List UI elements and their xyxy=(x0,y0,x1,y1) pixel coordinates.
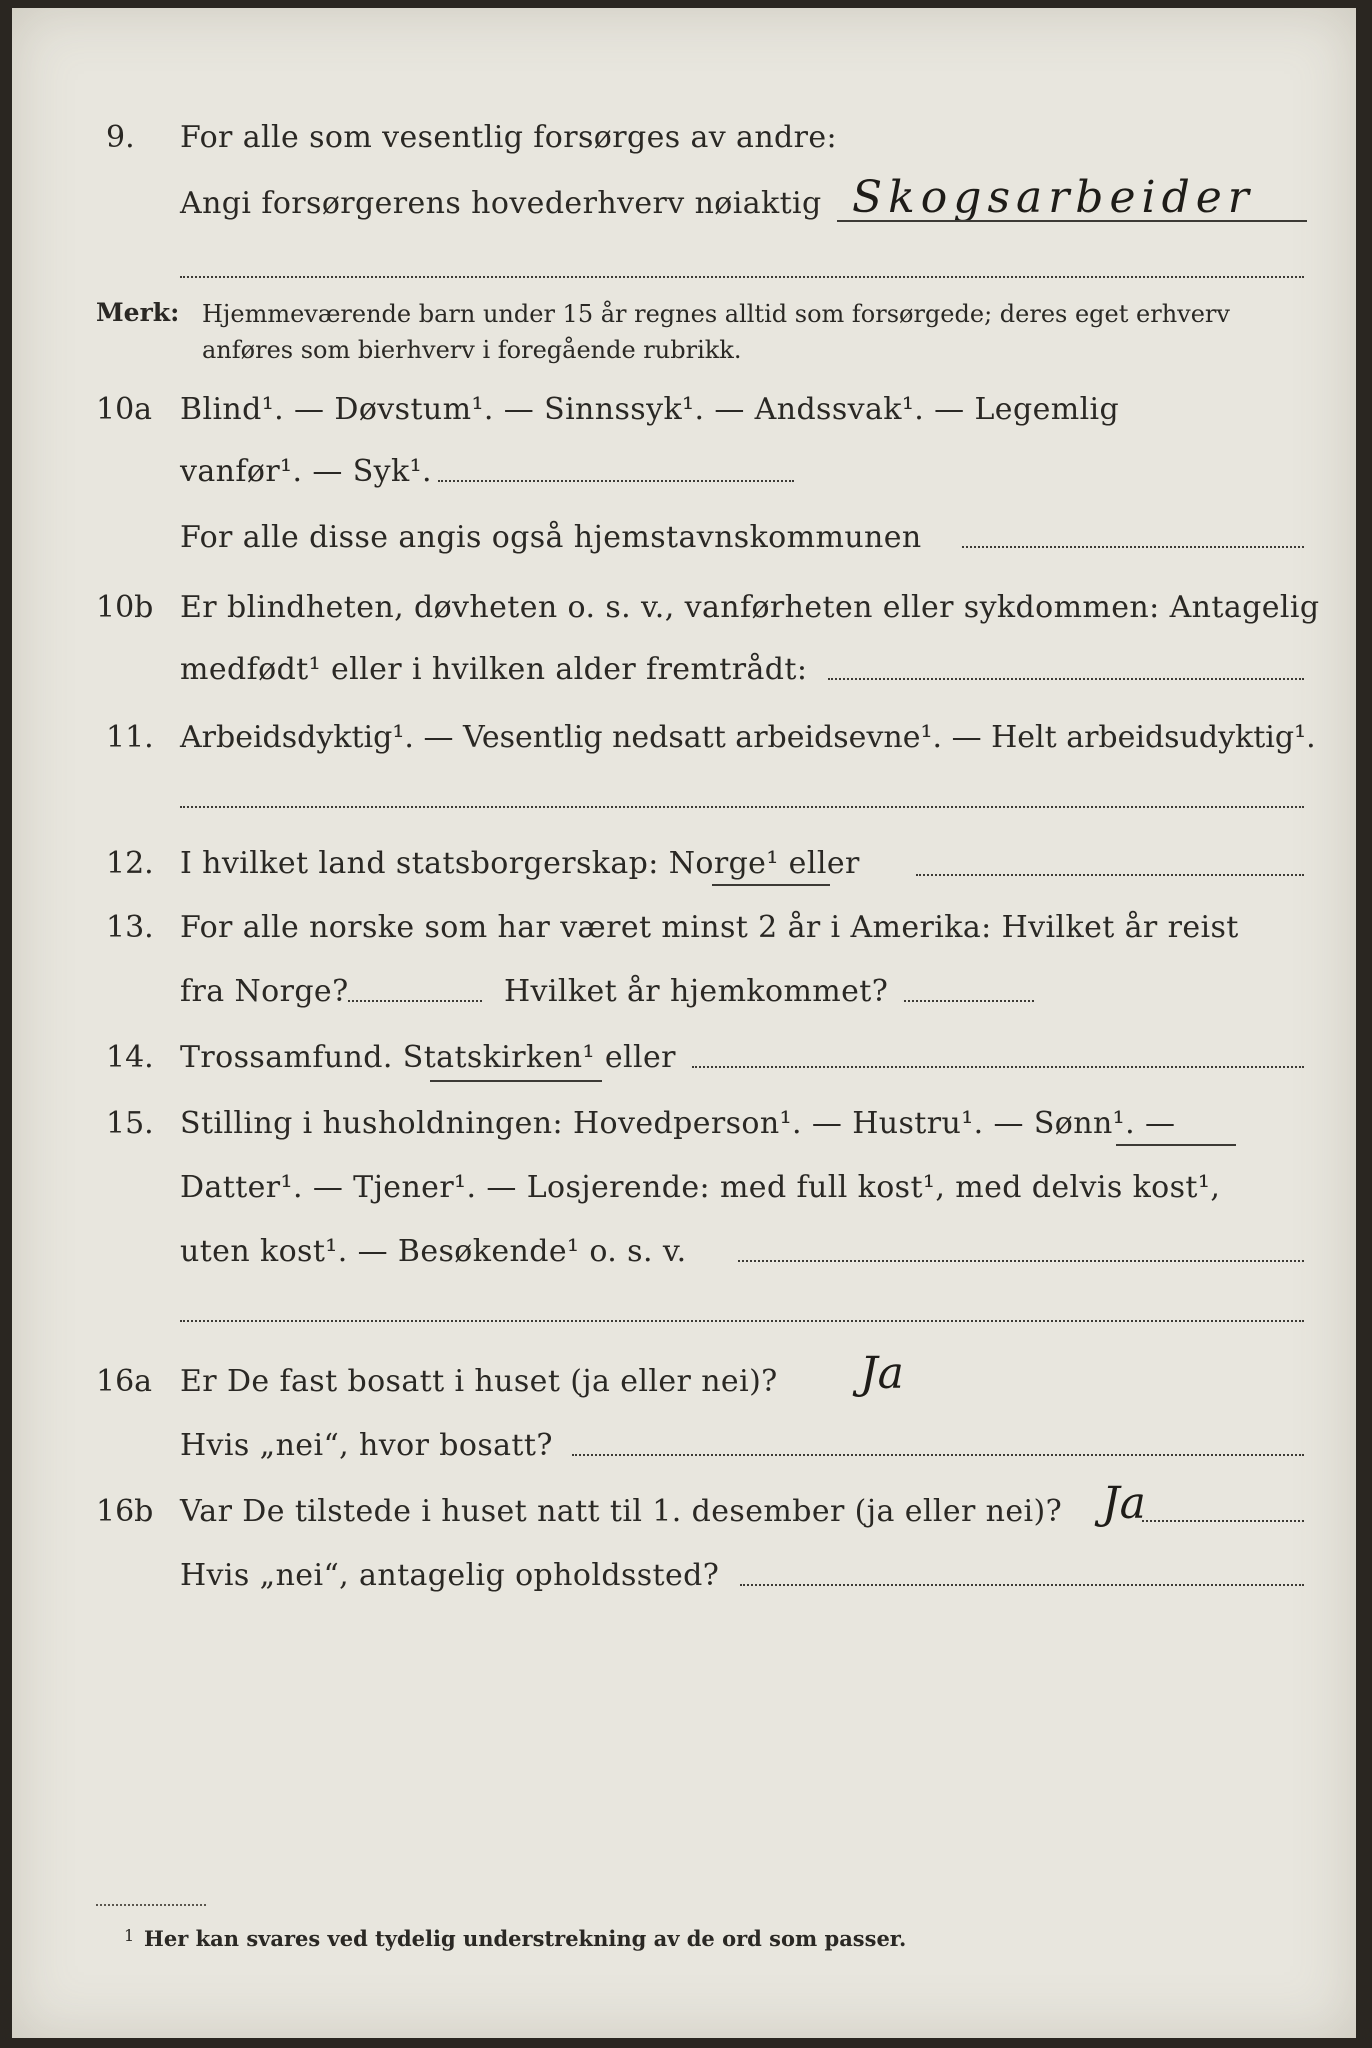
q14-answer-line[interactable] xyxy=(692,1066,1304,1068)
q12-number: 12. xyxy=(106,846,154,881)
q10a-hjemstavn-answer-line[interactable] xyxy=(962,546,1304,548)
q9-answer-handwritten[interactable]: Skogsarbeider xyxy=(852,172,1255,223)
q10b-answer-line[interactable] xyxy=(828,678,1304,680)
merk-label: Merk: xyxy=(96,298,180,327)
q15-line1: Stilling i husholdningen: Hovedperson¹. — Hustru¹. — Sønn¹. — xyxy=(180,1106,1176,1141)
footnote-text: Her kan svares ved tydelig understrekning av de ord som passer. xyxy=(144,1926,907,1951)
q11-line1: Arbeidsdyktig¹. — Vesentlig nedsatt arbeidsevne¹. — Helt arbeidsudyktig¹. xyxy=(180,720,1316,755)
q16a-number: 16a xyxy=(96,1364,153,1399)
footnote-marker: 1 xyxy=(124,1926,135,1945)
q12-answer-line[interactable] xyxy=(916,874,1304,876)
q9-number: 9. xyxy=(106,120,135,155)
q10a-number: 10a xyxy=(96,392,153,427)
q10b-number: 10b xyxy=(96,590,154,625)
q11-number: 11. xyxy=(106,720,154,755)
q16b-line1: Var De tilstede i huset natt til 1. desember (ja eller nei)? xyxy=(180,1494,1063,1529)
q15-number: 15. xyxy=(106,1106,154,1141)
merk-line2: anføres som bierhverv i foregående rubrikk. xyxy=(202,336,742,364)
q10a-syk-answer-line[interactable] xyxy=(438,480,794,482)
q14-statskirken-underline xyxy=(430,1080,602,1082)
census-form-page xyxy=(12,8,1356,2038)
q9-line2: Angi forsørgerens hovederhverv nøiaktig xyxy=(180,186,822,221)
q16b-line2: Hvis „nei“, antagelig opholdssted? xyxy=(180,1558,720,1593)
q16a-answer-handwritten[interactable]: Ja xyxy=(860,1348,904,1399)
q15-line3: uten kost¹. — Besøkende¹ o. s. v. xyxy=(180,1234,687,1269)
q10b-line1: Er blindheten, døvheten o. s. v., vanførheten eller sykdommen: Antagelig xyxy=(180,590,1320,625)
q11-rule xyxy=(180,806,1304,808)
q13-hjemkommet-answer-line[interactable] xyxy=(904,1000,1034,1002)
q15-answer-line[interactable] xyxy=(738,1260,1304,1262)
q13-number: 13. xyxy=(106,910,154,945)
q10a-line2: vanfør¹. — Syk¹. xyxy=(180,454,432,489)
q13-line2b: Hvilket år hjemkommet? xyxy=(504,974,889,1009)
q15-rule xyxy=(180,1320,1304,1322)
q16a-line2: Hvis „nei“, hvor bosatt? xyxy=(180,1428,553,1463)
merk-line1: Hjemmeværende barn under 15 år regnes alltid som forsørgede; deres eget erhverv xyxy=(202,300,1230,328)
q16b-number: 16b xyxy=(96,1494,154,1529)
q16b-answer-line xyxy=(1142,1520,1304,1522)
q13-line1: For alle norske som har været minst 2 år i Amerika: Hvilket år reist xyxy=(180,910,1239,945)
q12-line1: I hvilket land statsborgerskap: Norge¹ eller xyxy=(180,846,860,881)
q9-answer-line xyxy=(837,220,1307,222)
q9-line1: For alle som vesentlig forsørges av andre: xyxy=(180,120,838,155)
q10a-line3: For alle disse angis også hjemstavnskommunen xyxy=(180,520,922,555)
q16a-answer-line[interactable] xyxy=(572,1454,1304,1456)
q12-norge-underline xyxy=(712,884,830,886)
q15-sonn-underline xyxy=(1116,1144,1236,1146)
q13-reist-answer-line[interactable] xyxy=(348,1000,482,1002)
footnote-rule xyxy=(96,1904,206,1906)
q13-line2a: fra Norge? xyxy=(180,974,349,1009)
q10b-line2: medfødt¹ eller i hvilken alder fremtrådt: xyxy=(180,652,808,687)
q14-line1: Trossamfund. Statskirken¹ eller xyxy=(180,1040,676,1075)
q15-line2: Datter¹. — Tjener¹. — Losjerende: med full kost¹, med delvis kost¹, xyxy=(180,1170,1221,1205)
q16b-answer-handwritten[interactable]: Ja xyxy=(1102,1478,1146,1529)
q16a-line1: Er De fast bosatt i huset (ja eller nei)? xyxy=(180,1364,778,1399)
q16b-opholdssted-answer-line[interactable] xyxy=(740,1584,1304,1586)
q10a-line1: Blind¹. — Døvstum¹. — Sinnssyk¹. — Andssvak¹. — Legemlig xyxy=(180,392,1120,427)
q9-rule xyxy=(180,276,1304,278)
q14-number: 14. xyxy=(106,1040,154,1075)
